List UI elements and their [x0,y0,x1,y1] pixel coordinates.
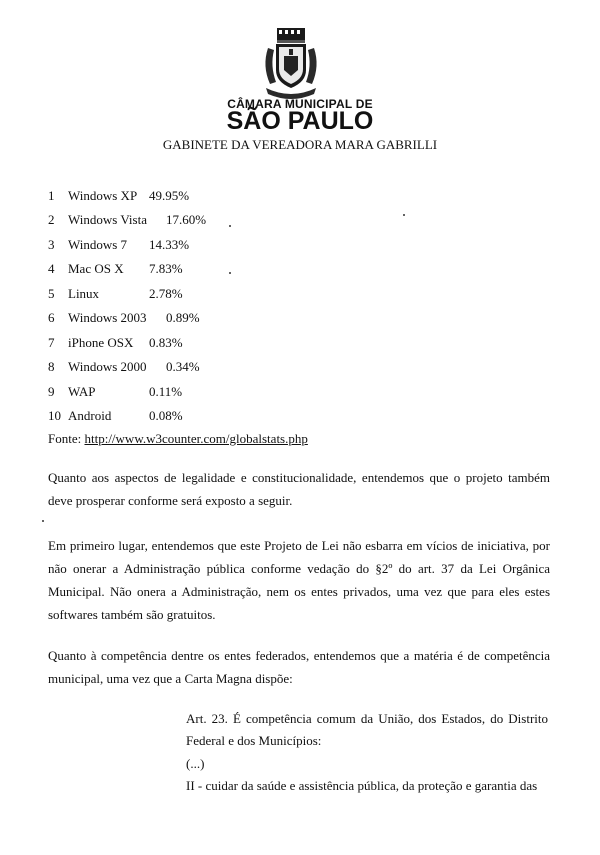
share-value: 2.78% [149,286,183,301]
scan-speck [403,214,405,216]
source-citation [48,431,308,447]
paragraph-competence: Quanto à competência dentre os entes federados, entendemos que a matéria é de competência municipal, uma vez que a Carta Magna dispõe: [48,648,550,686]
share-value: 0.34% [166,359,200,374]
share-value: 14.33% [149,237,190,252]
rank-number: 1 [48,188,55,203]
share-value: 0.83% [149,335,183,350]
rank-number: 7 [48,335,55,350]
constitution-item: II - cuidar da saúde e assistência pública, da proteção e garantia das [186,778,538,793]
source-link[interactable]: http://www.w3counter.com/globalstats.php [84,431,308,446]
rank-number: 10 [48,408,61,423]
os-name: Windows Vista [68,212,147,227]
org-name-line2: SÃO PAULO [226,107,374,135]
rank-number: 8 [48,359,55,374]
os-name: Linux [68,286,100,301]
os-name: WAP [68,384,96,399]
org-name-line1: CÂMARA MUNICIPAL DE [227,97,373,111]
os-name: Windows XP [68,188,138,203]
share-value: 17.60% [166,212,207,227]
rank-number: 6 [48,310,55,325]
os-name: Windows 7 [68,237,128,252]
scan-speck [229,225,231,227]
os-name: Windows 2000 [68,359,147,374]
os-name: Mac OS X [68,261,124,276]
rank-number: 5 [48,286,55,301]
os-name: Android [68,408,112,423]
rank-number: 9 [48,384,55,399]
sao-paulo-coat-of-arms [260,26,322,100]
os-name: Windows 2003 [68,310,147,325]
paragraph-initiative: Em primeiro lugar, entendemos que este Projeto de Lei não esbarra em vícios de iniciativa, por não onerar a Administração pública conforme vedação do §2º do art. 37 da Lei Orgânica Municipal. Não onera a Administração, nem os entes privados, uma vez que para eles estes softwares também são gratuitos. [48,538,550,622]
rank-number: 3 [48,237,55,252]
constitution-article: Art. 23. É competência comum da União, dos Estados, do Distrito Federal e dos Municípios: [186,711,548,748]
share-value: 7.83% [149,261,183,276]
office-title: GABINETE DA VEREADORA MARA GABRILLI [162,137,438,152]
paragraph-legality: Quanto aos aspectos de legalidade e constitucionalidade, entendemos que o projeto também deve prosperar conforme será exposto a seguir. [48,470,550,508]
os-name: iPhone OSX [68,335,134,350]
source-label: Fonte: [48,431,85,446]
share-value: 0.89% [166,310,200,325]
rank-number: 2 [48,212,55,227]
scan-speck [42,520,44,522]
share-value: 0.11% [149,384,183,399]
rank-number: 4 [48,261,55,276]
share-value: 0.08% [149,408,183,423]
quote-ellipsis: (...) [186,756,205,771]
share-value: 49.95% [149,188,190,203]
scan-speck [229,272,231,274]
